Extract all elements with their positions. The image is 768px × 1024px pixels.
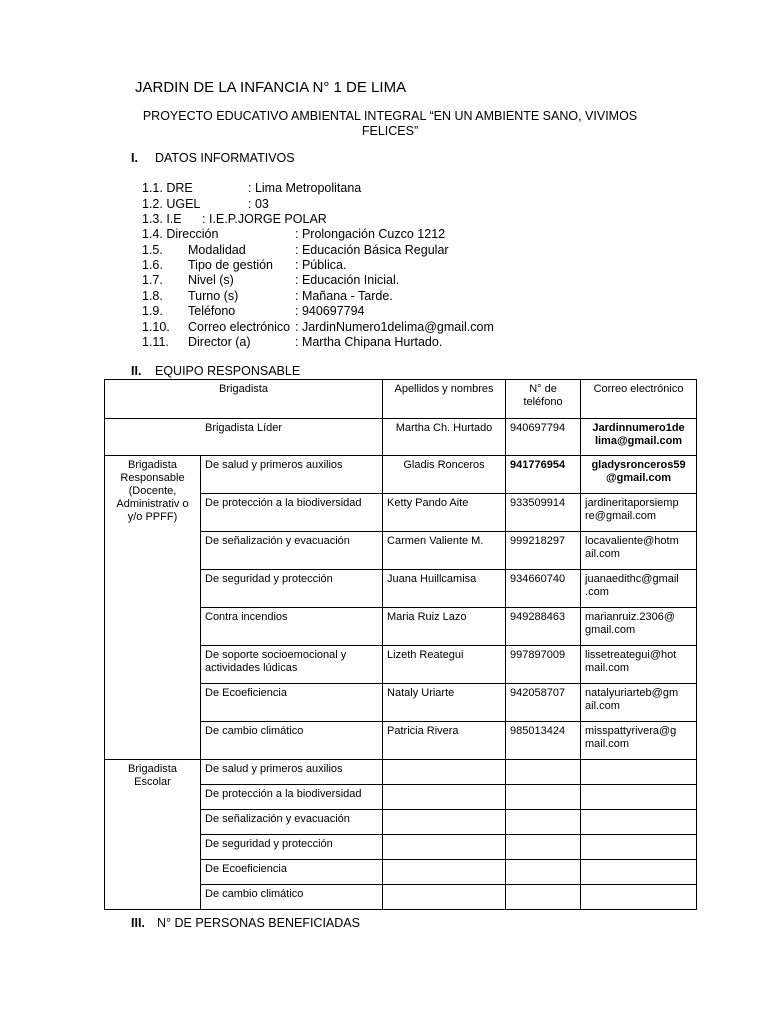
brigada-cell: De salud y primeros auxilios (201, 456, 383, 494)
header-correo: Correo electrónico (581, 380, 697, 419)
info-label: Director (a) (188, 335, 251, 349)
brigada-cell: De Ecoeficiencia (201, 860, 383, 885)
info-value: : 03 (248, 197, 269, 211)
correo-cell (581, 785, 697, 810)
telefono-cell (506, 760, 581, 785)
telefono-cell: 941776954 (506, 456, 581, 494)
brigada-cell: Contra incendios (201, 608, 383, 646)
correo-cell: jardineritaporsiemp re@gmail.com (581, 494, 697, 532)
correo-cell (581, 760, 697, 785)
header-telefono: N° de teléfono (506, 380, 581, 419)
correo-cell: misspattyrivera@g mail.com (581, 722, 697, 760)
info-label: Turno (s) (188, 289, 239, 303)
info-num: 1.7. (142, 273, 163, 287)
nombre-cell: Ketty Pando Aite (383, 494, 506, 532)
brigada-cell: De Ecoeficiencia (201, 684, 383, 722)
telefono-cell: 999218297 (506, 532, 581, 570)
nombre-cell (383, 885, 506, 910)
telefono-cell: 942058707 (506, 684, 581, 722)
lider-correo: Jardinnumero1de lima@gmail.com (581, 419, 697, 456)
info-label: Tipo de gestión (188, 258, 274, 272)
info-value: : Mañana - Tarde. (295, 289, 393, 303)
page-title: JARDIN DE LA INFANCIA N° 1 DE LIMA (135, 79, 407, 96)
correo-cell: juanaedithc@gmail .com (581, 570, 697, 608)
info-value: : Educación Básica Regular (295, 243, 449, 257)
brigada-cell: De señalización y evacuación (201, 810, 383, 835)
table-header-row (105, 380, 697, 419)
info-num: 1.1. DRE (142, 181, 193, 195)
info-value: : JardinNumero1delima@gmail.com (295, 320, 494, 334)
info-label: Modalidad (188, 243, 246, 257)
telefono-cell: 949288463 (506, 608, 581, 646)
info-value: : Pública. (295, 258, 347, 272)
correo-cell: gladysronceros59 @gmail.com (581, 456, 697, 494)
telefono-cell (506, 860, 581, 885)
telefono-cell (506, 810, 581, 835)
telefono-cell: 933509914 (506, 494, 581, 532)
correo-cell: marianruiz.2306@ gmail.com (581, 608, 697, 646)
brigada-cell: De cambio climático (201, 885, 383, 910)
info-value: : Prolongación Cuzco 1212 (295, 227, 446, 241)
brigada-cell: De seguridad y protección (201, 835, 383, 860)
correo-cell (581, 885, 697, 910)
section-2-heading (131, 364, 300, 378)
info-value: : 940697794 (295, 304, 365, 318)
section-number: I. (131, 151, 138, 165)
header-brigadista: Brigadista (105, 380, 383, 419)
telefono-cell: 985013424 (506, 722, 581, 760)
lider-label: Brigadista Líder (105, 419, 383, 456)
nombre-cell: Patricia Rivera (383, 722, 506, 760)
info-value: : Educación Inicial. (295, 273, 400, 287)
brigada-cell: De cambio climático (201, 722, 383, 760)
info-label: Correo electrónico (188, 320, 291, 334)
nombre-cell (383, 810, 506, 835)
nombre-cell (383, 785, 506, 810)
info-label: Teléfono (188, 304, 236, 318)
telefono-cell (506, 885, 581, 910)
info-value: : Martha Chipana Hurtado. (295, 335, 443, 349)
brigada-cell: De seguridad y protección (201, 570, 383, 608)
correo-cell: natalyuriarteb@gm ail.com (581, 684, 697, 722)
section-title: EQUIPO RESPONSABLE (155, 364, 301, 378)
section-1-heading (131, 151, 295, 165)
section-3-heading (131, 916, 360, 930)
equipo-table (104, 379, 697, 910)
telefono-cell (506, 785, 581, 810)
nombre-cell: Gladis Ronceros (383, 456, 506, 494)
section-title: DATOS INFORMATIVOS (155, 151, 295, 165)
brigada-cell: De salud y primeros auxilios (201, 760, 383, 785)
escolar-label: Brigadista Escolar (105, 760, 201, 910)
brigada-cell: De soporte socioemocional y actividades lúdicas (201, 646, 383, 684)
page-subtitle: PROYECTO EDUCATIVO AMBIENTAL INTEGRAL “EN UN AMBIENTE SANO, VIVIMOS FELICES” (142, 109, 638, 138)
table-row-lider (105, 419, 697, 456)
nombre-cell: Carmen Valiente M. (383, 532, 506, 570)
section-number: III. (131, 916, 145, 930)
correo-cell (581, 810, 697, 835)
brigada-cell: De protección a la biodiversidad (201, 785, 383, 810)
info-num: 1.9. (142, 304, 163, 318)
header-apellidos: Apellidos y nombres (383, 380, 506, 419)
nombre-cell (383, 835, 506, 860)
table-row (105, 760, 697, 785)
nombre-cell (383, 760, 506, 785)
section-title: N° DE PERSONAS BENEFICIADAS (157, 916, 360, 930)
nombre-cell: Lizeth Reategui (383, 646, 506, 684)
correo-cell: locavaliente@hotm ail.com (581, 532, 697, 570)
info-value: : I.E.P.JORGE POLAR (202, 212, 327, 226)
nombre-cell: Maria Ruiz Lazo (383, 608, 506, 646)
info-num: 1.2. UGEL (142, 197, 201, 211)
telefono-cell: 997897009 (506, 646, 581, 684)
table-row (105, 456, 697, 494)
nombre-cell: Nataly Uriarte (383, 684, 506, 722)
nombre-cell: Juana Huillcamisa (383, 570, 506, 608)
brigada-cell: De señalización y evacuación (201, 532, 383, 570)
info-num: 1.6. (142, 258, 163, 272)
nombre-cell (383, 860, 506, 885)
section-number: II. (131, 364, 142, 378)
lider-telefono: 940697794 (506, 419, 581, 456)
info-num: 1.11. (142, 335, 169, 349)
info-num: 1.5. (142, 243, 163, 257)
correo-cell: lissetreategui@hot mail.com (581, 646, 697, 684)
responsable-label: Brigadista Responsable (Docente, Administrativ o y/o PPFF) (105, 456, 201, 760)
brigada-cell: De protección a la biodiversidad (201, 494, 383, 532)
info-num: 1.8. (142, 289, 163, 303)
telefono-cell: 934660740 (506, 570, 581, 608)
correo-cell (581, 835, 697, 860)
lider-nombre: Martha Ch. Hurtado (383, 419, 506, 456)
correo-cell (581, 860, 697, 885)
info-num: 1.3. I.E (142, 212, 182, 226)
info-label: Nivel (s) (188, 273, 234, 287)
info-value: : Lima Metropolitana (248, 181, 362, 195)
info-num: 1.10. (142, 320, 170, 334)
telefono-cell (506, 835, 581, 860)
info-num: 1.4. Dirección (142, 227, 219, 241)
